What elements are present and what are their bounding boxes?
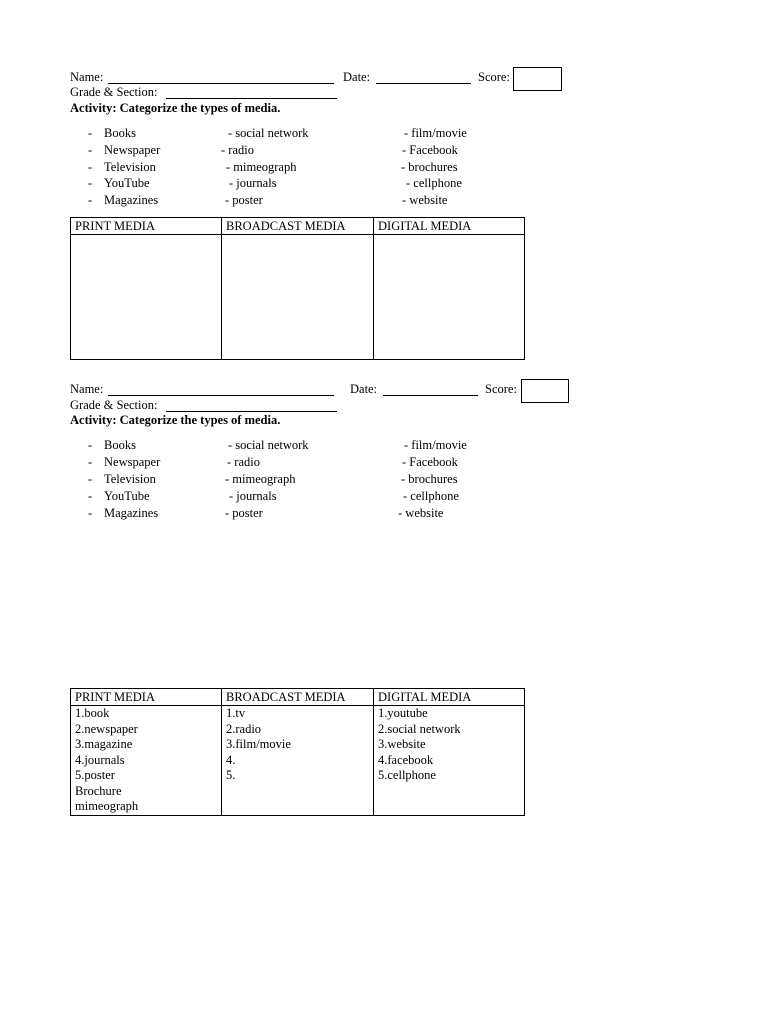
- list-item: - brochures: [401, 472, 458, 486]
- header-digital-media: DIGITAL MEDIA: [374, 689, 525, 706]
- answer-entry: 1.tv: [226, 706, 246, 720]
- score-box[interactable]: [513, 67, 562, 91]
- list-item: - cellphone: [406, 176, 462, 190]
- answer-entry: 5.: [226, 768, 236, 782]
- list-item: - film/movie: [404, 126, 467, 140]
- name-blank[interactable]: [108, 83, 334, 84]
- bullet-dash: -: [88, 143, 93, 157]
- bullet-dash: -: [88, 506, 93, 520]
- table-header-row: [71, 689, 525, 706]
- date-blank[interactable]: [376, 83, 471, 84]
- bullet-dash: -: [88, 176, 93, 190]
- bullet-dash: -: [88, 489, 93, 503]
- header-print-media: PRINT MEDIA: [71, 689, 222, 706]
- list-item: YouTube: [104, 489, 150, 503]
- grade-section-blank[interactable]: [166, 98, 337, 99]
- list-item: Books: [104, 438, 136, 452]
- print-media-cell[interactable]: [71, 706, 222, 816]
- answer-entry: 1.book: [75, 706, 110, 720]
- name-label: Name:: [70, 382, 104, 396]
- answer-entry: 3.magazine: [75, 737, 133, 751]
- date-label: Date:: [343, 70, 371, 84]
- answer-entry: 4.journals: [75, 752, 125, 767]
- bullet-dash: -: [88, 455, 93, 469]
- digital-media-cell[interactable]: [374, 235, 525, 360]
- answer-entry: mimeograph: [75, 799, 139, 813]
- media-category-table: [70, 217, 525, 360]
- list-item: Newspaper: [104, 143, 161, 157]
- list-item: - mimeograph: [226, 160, 297, 174]
- list-item: - poster: [225, 506, 263, 520]
- list-item: Magazines: [104, 506, 159, 520]
- score-label: Score:: [478, 70, 510, 84]
- header-digital-media: DIGITAL MEDIA: [374, 218, 525, 235]
- header-broadcast-media: BROADCAST MEDIA: [222, 689, 374, 706]
- table-header-row: [71, 218, 525, 235]
- print-media-cell[interactable]: [71, 235, 222, 360]
- bullet-dash: -: [88, 193, 93, 207]
- media-category-table: [70, 688, 525, 816]
- bullet-dash: -: [88, 472, 93, 486]
- table-row: [71, 706, 525, 816]
- header-broadcast-media: BROADCAST MEDIA: [222, 218, 374, 235]
- name-blank[interactable]: [108, 395, 334, 396]
- bullet-dash: -: [88, 160, 93, 174]
- list-item: - website: [402, 193, 448, 207]
- header-print-media: PRINT MEDIA: [71, 218, 222, 235]
- list-item: - poster: [225, 193, 263, 207]
- answer-entry: 4.facebook: [378, 752, 434, 767]
- digital-media-cell[interactable]: [374, 706, 525, 816]
- table-row: [71, 235, 525, 360]
- activity-instruction: Activity: Categorize the types of media.: [70, 101, 281, 115]
- answer-entry: 2.newspaper: [75, 721, 138, 736]
- list-item: - Facebook: [402, 143, 458, 157]
- list-item: - radio: [227, 455, 260, 469]
- activity-instruction: Activity: Categorize the types of media.: [70, 413, 281, 427]
- answer-entry: 3.website: [378, 737, 426, 751]
- answer-entry: 5.cellphone: [378, 768, 436, 782]
- answer-entry: 5.poster: [75, 768, 115, 782]
- broadcast-media-cell[interactable]: [222, 706, 374, 816]
- list-item: - social network: [228, 438, 309, 452]
- bullet-dash: -: [88, 126, 93, 140]
- list-item: YouTube: [104, 176, 150, 190]
- list-item: - website: [398, 506, 444, 520]
- answer-entry: 2.social network: [378, 721, 461, 736]
- answer-entry: 2.radio: [226, 721, 262, 736]
- list-item: Television: [104, 160, 156, 174]
- answer-entry: Brochure: [75, 783, 122, 798]
- date-blank[interactable]: [383, 395, 478, 396]
- score-box[interactable]: [521, 379, 569, 403]
- score-label: Score:: [485, 382, 517, 396]
- date-label: Date:: [350, 382, 378, 396]
- list-item: - cellphone: [403, 489, 459, 503]
- list-item: Books: [104, 126, 136, 140]
- list-item: - social network: [228, 126, 309, 140]
- grade-section-blank[interactable]: [166, 411, 337, 412]
- bullet-dash: -: [88, 438, 93, 452]
- name-label: Name:: [70, 70, 104, 84]
- list-item: - film/movie: [404, 438, 467, 452]
- answer-entry: 1.youtube: [378, 706, 428, 720]
- list-item: - mimeograph: [225, 472, 296, 486]
- answer-entry: 3.film/movie: [226, 737, 291, 751]
- broadcast-media-cell[interactable]: [222, 235, 374, 360]
- list-item: - radio: [221, 143, 254, 157]
- list-item: - journals: [229, 176, 277, 190]
- list-item: Television: [104, 472, 156, 486]
- list-item: Newspaper: [104, 455, 161, 469]
- grade-section-label: Grade & Section:: [70, 398, 158, 412]
- list-item: - Facebook: [402, 455, 458, 469]
- list-item: - brochures: [401, 160, 458, 174]
- list-item: Magazines: [104, 193, 159, 207]
- grade-section-label: Grade & Section:: [70, 85, 158, 99]
- answer-entry: 4.: [226, 752, 236, 767]
- list-item: - journals: [229, 489, 277, 503]
